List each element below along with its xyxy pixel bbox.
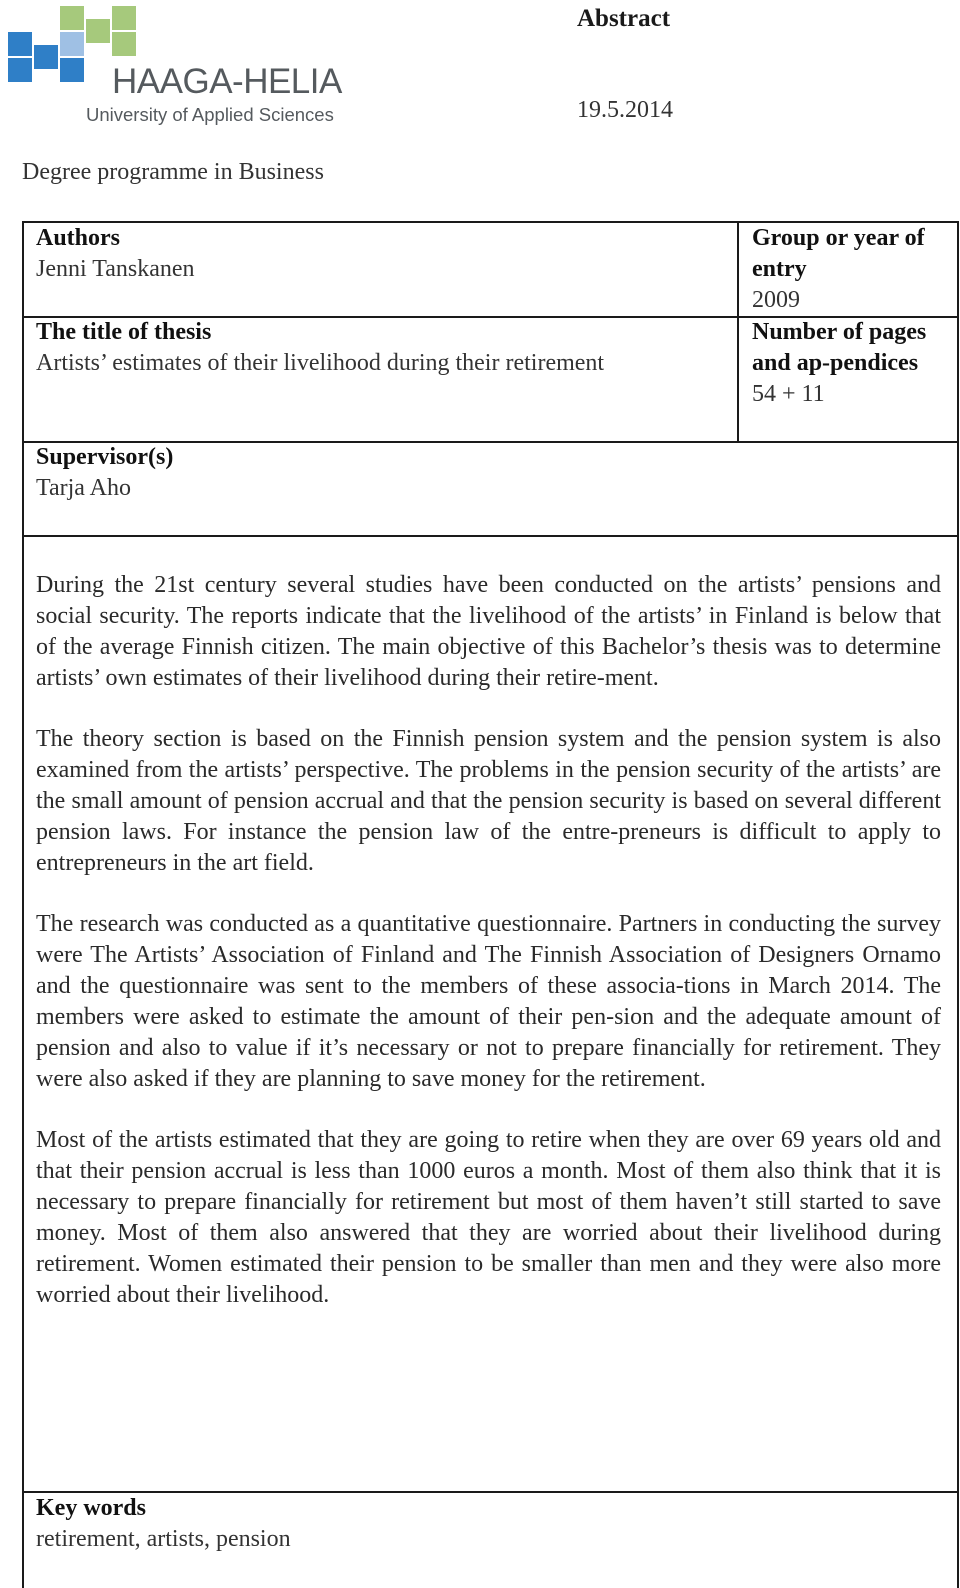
keywords-label: Key words (36, 1495, 146, 1521)
abstract-body (36, 570, 941, 1341)
pages-value: 54 + 11 (752, 381, 825, 407)
pages-label: Number of pages and ap-pendices (752, 319, 927, 376)
keywords-cell (36, 1493, 291, 1555)
divider (737, 223, 739, 441)
logo-subtitle: University of Applied Sciences (86, 104, 334, 125)
thesis-title-label: The title of thesis (36, 319, 212, 345)
degree-programme: Degree programme in Business (22, 159, 324, 185)
abstract-paragraph: The research was conducted as a quantitative questionnaire. Partners in conducting the survey were The Artists’ Association of Finland and The Finnish Association of Designers Ornamo and the questionnaire was sent to the members of these associa-tions in March 2014. The members were asked to estimate the amount of their pen-sion and the adequate amount of pension and also to value if it’s necessary or not to prepare financially for retirement. They were also asked if they are planning to save money for the retirement. (36, 911, 941, 1092)
supervisor-value: Tarja Aho (36, 475, 131, 501)
logo-name: HAAGA-HELIA (112, 62, 342, 101)
abstract-paragraph: The theory section is based on the Finnish pension system and the pension system is also examined from the artists’ perspective. The problems in the pension security of the artists’ are the small amount of pension accrual and that the pension security is based on several different pension laws. For instance the pension law of the entre-preneurs is difficult to apply to entrepreneurs in the art field. (36, 726, 941, 876)
authors-label: Authors (36, 225, 121, 251)
authors-value: Jenni Tanskanen (36, 256, 195, 282)
thesis-title-value: Artists’ estimates of their livelihood during their retirement (36, 350, 605, 376)
abstract-paragraph: Most of the artists estimated that they are going to retire when they are over 69 years old and that their pension accrual is less than 1000 euros a month. Most of them also think that it is necessary to prepare financially for retirement but most of them haven’t still started to save money. Most of them also answered that they are worried about their livelihood during retirement. Women estimated their pension to be smaller than men and they were also more worried about their livelihood. (36, 1127, 941, 1308)
abstract-paragraph: During the 21st century several studies have been conducted on the artists’ pensions and social security. The reports indicate that the livelihood of the artists’ in Finland is below that of the average Finnish citizen. The main objective of this Bachelor’s thesis was to determine artists’ own estimates of their livelihood during their retire-ment. (36, 572, 941, 691)
divider (24, 535, 957, 537)
keywords-value: retirement, artists, pension (36, 1526, 291, 1552)
document-type: Abstract (577, 5, 671, 32)
group-cell (752, 223, 952, 316)
pages-cell (752, 317, 942, 410)
abstract-form (22, 221, 959, 1588)
document-date: 19.5.2014 (577, 97, 673, 123)
group-label: Group or year of entry (752, 225, 925, 282)
authors-cell (36, 223, 195, 285)
supervisor-cell (36, 442, 173, 504)
supervisor-label: Supervisor(s) (36, 444, 174, 470)
title-cell (36, 317, 726, 379)
group-value: 2009 (752, 287, 800, 313)
